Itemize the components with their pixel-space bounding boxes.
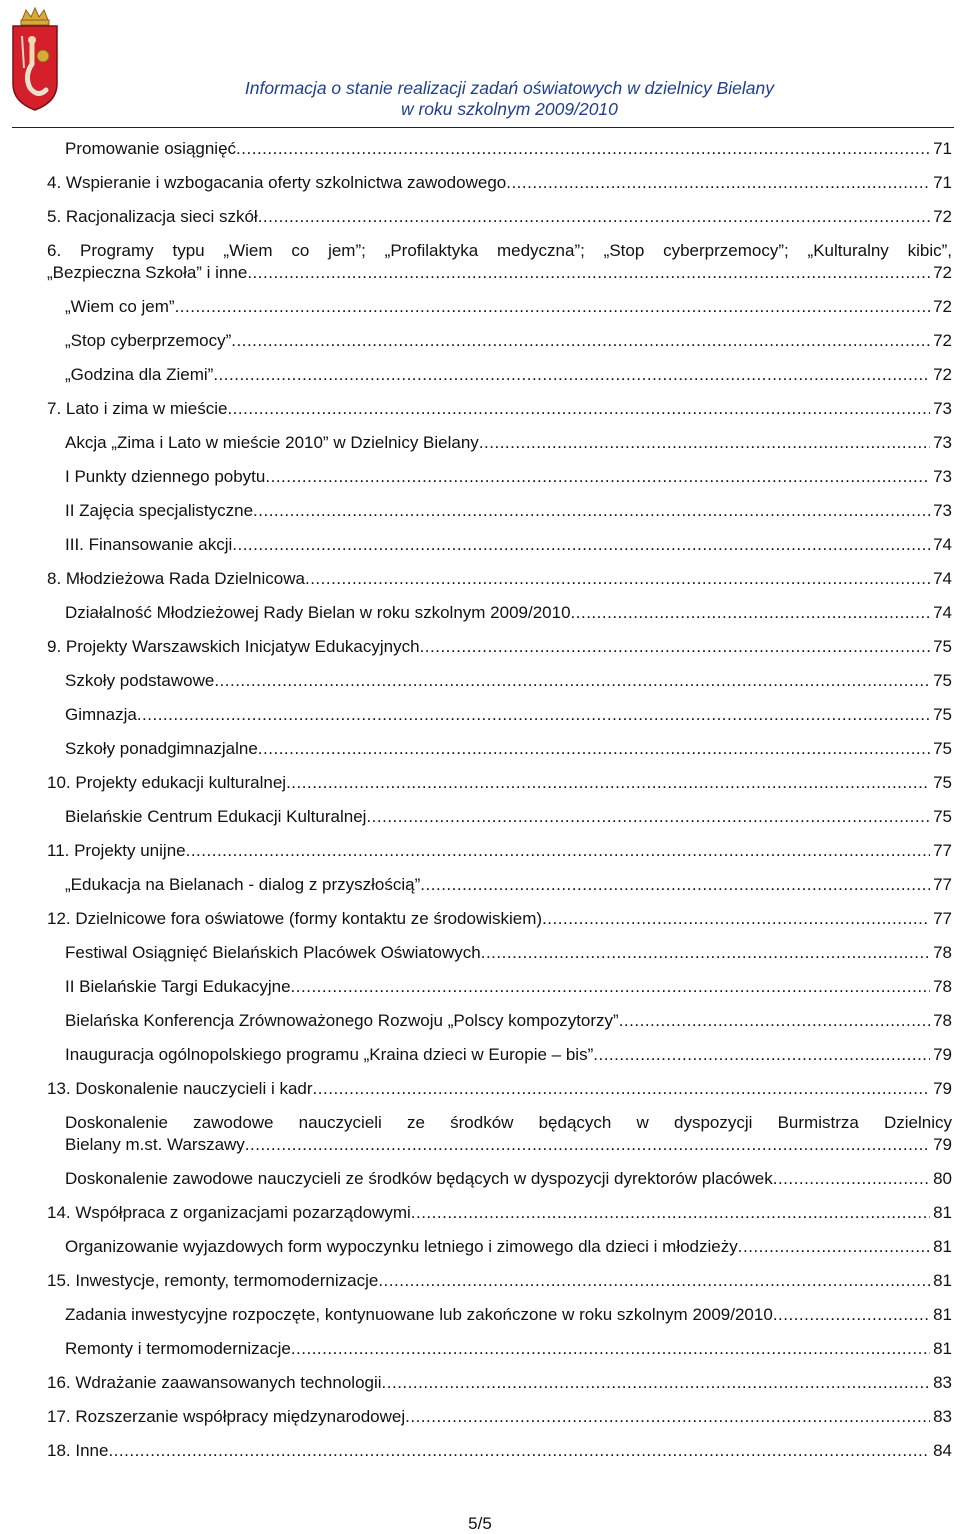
toc-entry[interactable] bbox=[47, 1168, 952, 1190]
toc-page-number: 81 bbox=[933, 1271, 952, 1290]
toc-page-number: 75 bbox=[933, 807, 952, 826]
toc-entry-title: I Punkty dziennego pobytu bbox=[65, 467, 266, 486]
toc-dot-leader bbox=[175, 297, 931, 316]
toc-page-number: 75 bbox=[933, 637, 952, 656]
toc-entry[interactable] bbox=[47, 1010, 952, 1032]
header-title-line-1: Informacja o stanie realizacji zadań oświatowych w dzielnicy Bielany bbox=[244, 78, 774, 98]
toc-entry[interactable] bbox=[47, 806, 952, 828]
toc-page-number: 78 bbox=[933, 977, 952, 996]
toc-entry[interactable] bbox=[47, 670, 952, 692]
toc-dot-leader bbox=[378, 1271, 930, 1290]
toc-page-number: 81 bbox=[933, 1339, 952, 1358]
toc-entry-title: II Bielańskie Targi Edukacyjne bbox=[65, 977, 291, 996]
toc-dot-leader bbox=[481, 943, 930, 962]
toc-dot-leader bbox=[411, 1203, 930, 1222]
toc-entry-title: „Edukacja na Bielanach - dialog z przyszłością” bbox=[65, 875, 421, 894]
header-title-line-2: w roku szkolnym 2009/2010 bbox=[400, 99, 618, 119]
toc-entry-title: 12. Dzielnicowe fora oświatowe (formy kontaktu ze środowiskiem) bbox=[47, 909, 543, 928]
toc-dot-leader bbox=[214, 671, 930, 690]
toc-dot-leader bbox=[247, 263, 930, 282]
toc-page-number: 77 bbox=[933, 841, 952, 860]
toc-entry-title: III. Finansowanie akcji bbox=[65, 535, 233, 554]
toc-entry[interactable] bbox=[47, 908, 952, 930]
toc-page-number: 81 bbox=[933, 1203, 952, 1222]
toc-dot-leader bbox=[506, 173, 930, 192]
toc-entry[interactable] bbox=[47, 1112, 952, 1156]
toc-dot-leader bbox=[231, 331, 930, 350]
toc-entry-title: Akcja „Zima i Lato w mieście 2010” w Dzielnicy Bielany bbox=[65, 433, 479, 452]
toc-dot-leader bbox=[619, 1011, 930, 1030]
toc-entry-title: II Zajęcia specjalistyczne bbox=[65, 501, 254, 520]
toc-entry[interactable] bbox=[47, 534, 952, 556]
toc-entry-title: 4. Wspieranie i wzbogacania oferty szkolnictwa zawodowego bbox=[47, 173, 507, 192]
toc-dot-leader bbox=[108, 1441, 930, 1460]
toc-entry-title: 9. Projekty Warszawskich Inicjatyw Edukacyjnych bbox=[47, 637, 420, 656]
toc-dot-leader bbox=[291, 977, 931, 996]
toc-dot-leader bbox=[265, 467, 930, 486]
toc-page-number: 78 bbox=[933, 943, 952, 962]
toc-entry[interactable] bbox=[47, 704, 952, 726]
toc-entry-title: Organizowanie wyjazdowych form wypoczynku letniego i zimowego dla dzieci i młodzieży bbox=[65, 1237, 738, 1256]
toc-page-number: 74 bbox=[933, 569, 952, 588]
toc-dot-leader bbox=[542, 909, 930, 928]
toc-dot-leader bbox=[382, 1373, 931, 1392]
toc-dot-leader bbox=[258, 207, 930, 226]
toc-entry-title: „Bezpieczna Szkoła” i inne bbox=[47, 263, 248, 282]
toc-entry-title: 15. Inwestycje, remonty, termomodernizacje bbox=[47, 1271, 379, 1290]
toc-page-number: 83 bbox=[933, 1407, 952, 1426]
toc-entry[interactable] bbox=[47, 1044, 952, 1066]
toc-entry-title: Remonty i termomodernizacje bbox=[65, 1339, 291, 1358]
toc-dot-leader bbox=[137, 705, 930, 724]
toc-page-number: 75 bbox=[933, 671, 952, 690]
toc-entry[interactable] bbox=[47, 942, 952, 964]
toc-dot-leader bbox=[253, 501, 930, 520]
toc-entry-title: Bielany m.st. Warszawy bbox=[65, 1135, 245, 1154]
toc-dot-leader bbox=[420, 637, 931, 656]
toc-page-number: 84 bbox=[933, 1441, 952, 1460]
toc-entry[interactable] bbox=[47, 602, 952, 624]
toc-page-number: 77 bbox=[933, 909, 952, 928]
toc-entry[interactable] bbox=[47, 500, 952, 522]
toc-entry[interactable] bbox=[47, 172, 952, 194]
toc-dot-leader bbox=[236, 139, 930, 158]
toc-entry[interactable] bbox=[47, 1406, 952, 1428]
toc-dot-leader bbox=[773, 1305, 930, 1324]
toc-entry[interactable] bbox=[47, 976, 952, 998]
toc-page-number: 74 bbox=[933, 603, 952, 622]
toc-entry-title: Działalność Młodzieżowej Rady Bielan w roku szkolnym 2009/2010 bbox=[65, 603, 571, 622]
toc-entry-title: Bielańska Konferencja Zrównoważonego Rozwoju „Polscy kompozytorzy” bbox=[65, 1011, 619, 1030]
toc-entry[interactable] bbox=[47, 240, 952, 284]
toc-entry-title: Gimnazja bbox=[65, 705, 137, 724]
toc-dot-leader bbox=[186, 841, 930, 860]
toc-page-number: 71 bbox=[933, 173, 952, 192]
toc-page-number: 72 bbox=[933, 365, 952, 384]
toc-entry[interactable] bbox=[47, 330, 952, 352]
toc-entry[interactable] bbox=[47, 398, 952, 420]
table-of-contents bbox=[47, 138, 952, 1462]
toc-entry-text-line-1: 6. Programy typu „Wiem co jem”; „Profilaktyka medyczna”; „Stop cyberprzemocy”; „Kulturalny kibic”, bbox=[47, 241, 952, 260]
toc-entry-title: 13. Doskonalenie nauczycieli i kadr bbox=[47, 1079, 313, 1098]
toc-page-number: 73 bbox=[933, 399, 952, 418]
toc-entry[interactable] bbox=[47, 296, 952, 318]
toc-entry-title: 10. Projekty edukacji kulturalnej bbox=[47, 773, 287, 792]
toc-entry[interactable] bbox=[47, 206, 952, 228]
toc-page-number: 72 bbox=[933, 331, 952, 350]
toc-entry-title: Zadania inwestycyjne rozpoczęte, kontynuowane lub zakończone w roku szkolnym 2009/2010 bbox=[65, 1305, 773, 1324]
toc-entry-title: Bielańskie Centrum Edukacji Kulturalnej bbox=[65, 807, 367, 826]
toc-entry-title: 8. Młodzieżowa Rada Dzielnicowa bbox=[47, 569, 305, 588]
toc-dot-leader bbox=[286, 773, 930, 792]
toc-page-number: 79 bbox=[933, 1135, 952, 1154]
toc-entry[interactable] bbox=[47, 1236, 952, 1258]
toc-entry[interactable] bbox=[47, 636, 952, 658]
toc-dot-leader bbox=[366, 807, 930, 826]
toc-page-number: 71 bbox=[933, 139, 952, 158]
toc-page-number: 72 bbox=[933, 263, 952, 282]
toc-dot-leader bbox=[420, 875, 930, 894]
toc-dot-leader bbox=[405, 1407, 930, 1426]
toc-entry-title: Szkoły ponadgimnazjalne bbox=[65, 739, 258, 758]
toc-entry[interactable] bbox=[47, 432, 952, 454]
toc-dot-leader bbox=[593, 1045, 930, 1064]
toc-entry-title: 17. Rozszerzanie współpracy międzynarodowej bbox=[47, 1407, 406, 1426]
toc-entry[interactable] bbox=[47, 138, 952, 160]
toc-page-number: 73 bbox=[933, 433, 952, 452]
toc-entry-title: Doskonalenie zawodowe nauczycieli ze środków będących w dyspozycji dyrektorów placówek bbox=[65, 1169, 773, 1188]
document-header-title bbox=[245, 78, 774, 120]
toc-entry[interactable] bbox=[47, 1202, 952, 1224]
toc-page-number: 79 bbox=[933, 1045, 952, 1064]
toc-entry-title: Festiwal Osiągnięć Bielańskich Placówek Oświatowych bbox=[65, 943, 481, 962]
toc-dot-leader bbox=[738, 1237, 930, 1256]
toc-entry[interactable] bbox=[47, 1338, 952, 1360]
toc-page-number: 72 bbox=[933, 297, 952, 316]
toc-dot-leader bbox=[305, 569, 930, 588]
toc-entry[interactable] bbox=[47, 1440, 952, 1462]
toc-entry-title: Inauguracja ogólnopolskiego programu „Kraina dzieci w Europie – bis” bbox=[65, 1045, 594, 1064]
toc-dot-leader bbox=[479, 433, 930, 452]
toc-dot-leader bbox=[227, 399, 930, 418]
toc-entry[interactable] bbox=[47, 840, 952, 862]
toc-dot-leader bbox=[571, 603, 931, 622]
toc-page-number: 75 bbox=[933, 739, 952, 758]
toc-entry[interactable] bbox=[47, 466, 952, 488]
toc-page-number: 72 bbox=[933, 207, 952, 226]
toc-dot-leader bbox=[291, 1339, 930, 1358]
toc-dot-leader bbox=[245, 1135, 930, 1154]
toc-entry[interactable] bbox=[47, 364, 952, 386]
toc-page-number: 81 bbox=[933, 1305, 952, 1324]
toc-entry[interactable] bbox=[47, 772, 952, 794]
toc-page-number: 75 bbox=[933, 705, 952, 724]
toc-dot-leader bbox=[313, 1079, 931, 1098]
toc-page-number: 81 bbox=[933, 1237, 952, 1256]
toc-entry-title: „Wiem co jem” bbox=[65, 297, 175, 316]
warsaw-coat-of-arms-icon bbox=[10, 6, 60, 112]
toc-entry-title: 18. Inne bbox=[47, 1441, 109, 1460]
toc-page-number: 79 bbox=[933, 1079, 952, 1098]
toc-entry-title: 5. Racjonalizacja sieci szkół bbox=[47, 207, 258, 226]
toc-entry[interactable] bbox=[47, 874, 952, 896]
toc-page-number: 73 bbox=[933, 501, 952, 520]
toc-entry[interactable] bbox=[47, 1304, 952, 1326]
toc-entry-title: 16. Wdrażanie zaawansowanych technologii bbox=[47, 1373, 382, 1392]
toc-entry-title: 7. Lato i zima w mieście bbox=[47, 399, 228, 418]
toc-entry-text-line-1: Doskonalenie zawodowe nauczycieli ze środków będących w dyspozycji Burmistrza Dzielnicy bbox=[65, 1113, 952, 1132]
toc-dot-leader bbox=[258, 739, 930, 758]
toc-page-number: 83 bbox=[933, 1373, 952, 1392]
toc-entry-title: „Stop cyberprzemocy” bbox=[65, 331, 232, 350]
toc-entry[interactable] bbox=[47, 568, 952, 590]
header-divider bbox=[12, 127, 954, 128]
toc-entry[interactable] bbox=[47, 1078, 952, 1100]
toc-page-number: 80 bbox=[933, 1169, 952, 1188]
toc-entry-title: Promowanie osiągnięć bbox=[65, 139, 237, 158]
toc-entry-title: 14. Współpraca z organizacjami pozarządowymi bbox=[47, 1203, 411, 1222]
toc-page-number: 73 bbox=[933, 467, 952, 486]
toc-entry-title: 11. Projekty unijne bbox=[47, 841, 186, 860]
toc-page-number: 74 bbox=[933, 535, 952, 554]
toc-entry[interactable] bbox=[47, 738, 952, 760]
toc-entry[interactable] bbox=[47, 1372, 952, 1394]
toc-page-number: 77 bbox=[933, 875, 952, 894]
toc-page-number: 78 bbox=[933, 1011, 952, 1030]
page-number: 5/5 bbox=[468, 1514, 492, 1533]
toc-dot-leader bbox=[773, 1169, 930, 1188]
toc-page-number: 75 bbox=[933, 773, 952, 792]
toc-dot-leader bbox=[232, 535, 930, 554]
toc-entry[interactable] bbox=[47, 1270, 952, 1292]
toc-entry-title: Szkoły podstawowe bbox=[65, 671, 215, 690]
toc-dot-leader bbox=[213, 365, 930, 384]
toc-entry-title: „Godzina dla Ziemi” bbox=[65, 365, 214, 384]
